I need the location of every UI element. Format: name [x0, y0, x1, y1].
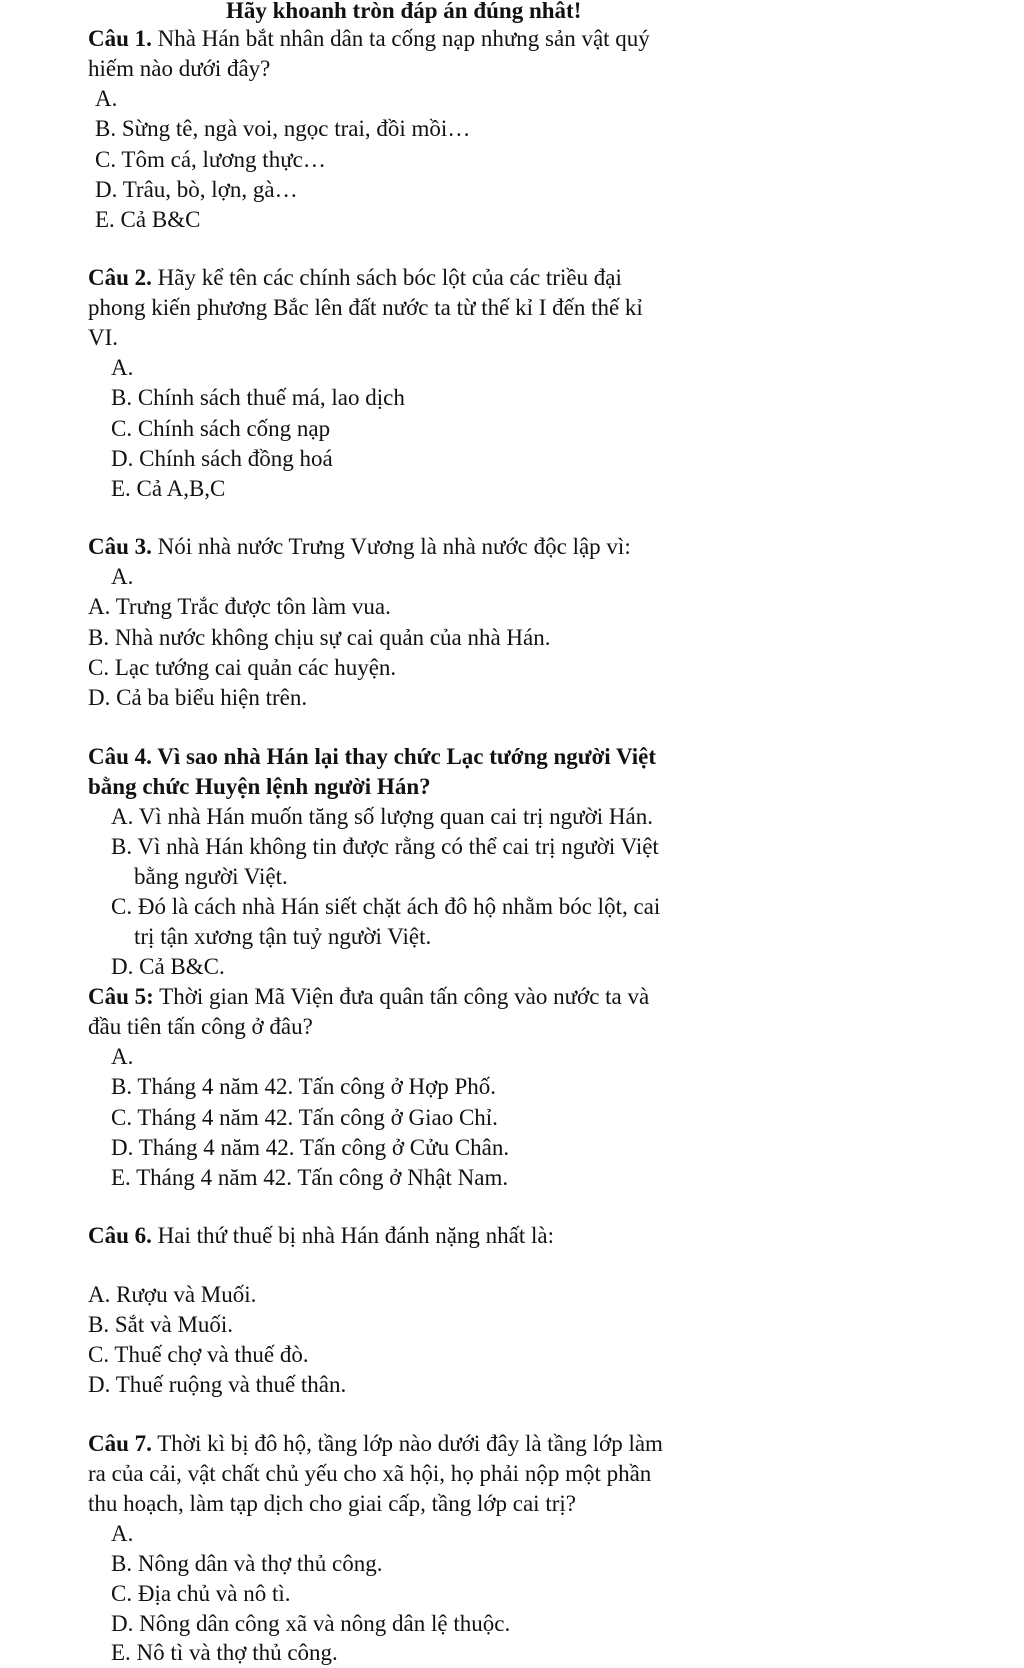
question-6-option-c[interactable]: C. Thuế chợ và thuế đò.	[88, 1342, 309, 1367]
question-3-option-c[interactable]: C. Lạc tướng cai quản các huyện.	[88, 655, 397, 680]
question-1-text: Nhà Hán bắt nhân dân ta cống nạp nhưng sản vật quý	[151, 26, 650, 51]
question-4-option-a[interactable]: A. Vì nhà Hán muốn tăng số lượng quan cai trị người Hán.	[111, 804, 653, 829]
question-6-text-line-1	[88, 1221, 554, 1251]
question-7-option-a[interactable]: A.	[111, 1521, 134, 1546]
question-5-option-d[interactable]: D. Tháng 4 năm 42. Tấn công ở Cửu Chân.	[111, 1135, 510, 1160]
question-7-option-d[interactable]: D. Nông dân công xã và nông dân lệ thuộc.	[111, 1611, 511, 1636]
page-title: Hãy khoanh tròn đáp án đúng nhât!	[226, 0, 582, 23]
question-7-label: Câu 7.	[88, 1431, 152, 1456]
question-1-text-line-2: hiếm nào dưới đây?	[88, 56, 271, 81]
question-3-option-a[interactable]: A. Trưng Trắc được tôn làm vua.	[88, 594, 391, 619]
question-6-label: Câu 6.	[88, 1223, 152, 1248]
question-3-option-b[interactable]: B. Nhà nước không chịu sự cai quản của nhà Hán.	[88, 625, 551, 650]
question-7-option-c[interactable]: C. Địa chủ và nô tì.	[111, 1581, 291, 1606]
question-1-option-e[interactable]: E. Cả B&C	[95, 207, 201, 232]
question-1-option-d[interactable]: D. Trâu, bò, lợn, gà…	[95, 177, 298, 202]
question-3-text: Nói nhà nước Trưng Vương là nhà nước độc lập vì:	[151, 534, 631, 559]
question-2-option-b[interactable]: B. Chính sách thuế má, lao dịch	[111, 385, 405, 410]
question-2-option-e[interactable]: E. Cả A,B,C	[111, 476, 226, 501]
question-5-option-c[interactable]: C. Tháng 4 năm 42. Tấn công ở Giao Chỉ.	[111, 1105, 498, 1130]
question-7-text-line-1	[88, 1429, 663, 1459]
question-2-text-line-3: VI.	[88, 325, 119, 350]
question-5-option-e[interactable]: E. Tháng 4 năm 42. Tấn công ở Nhật Nam.	[111, 1165, 509, 1190]
question-6-text: Hai thứ thuế bị nhà Hán đánh nặng nhất là:	[151, 1223, 554, 1248]
question-4-text-line-2: bằng chức Huyện lệnh người Hán?	[88, 774, 431, 799]
question-7-text-line-2: ra của cải, vật chất chủ yếu cho xã hội, họ phải nộp một phần	[88, 1461, 652, 1486]
question-5-option-b[interactable]: B. Tháng 4 năm 42. Tấn công ở Hợp Phố.	[111, 1074, 497, 1099]
question-1-option-b[interactable]: B. Sừng tê, ngà voi, ngọc trai, đồi mồi…	[95, 116, 471, 141]
question-2-text-line-2: phong kiến phương Bắc lên đất nước ta từ thế kỉ I đến thế kỉ	[88, 295, 643, 320]
question-3-text-line-1	[88, 532, 631, 562]
question-2-option-a[interactable]: A.	[111, 355, 134, 380]
question-2-label: Câu 2.	[88, 265, 152, 290]
question-2-option-c[interactable]: C. Chính sách cống nạp	[111, 416, 331, 441]
question-7-option-e[interactable]: E. Nô tì và thợ thủ công.	[111, 1640, 338, 1665]
question-6-option-b[interactable]: B. Sắt và Muối.	[88, 1312, 234, 1337]
question-1-option-c[interactable]: C. Tôm cá, lương thực…	[95, 147, 326, 172]
question-1-option-a[interactable]: A.	[95, 86, 118, 111]
question-4-option-c-cont: trị tận xương tận tuỷ người Việt.	[134, 924, 432, 949]
question-2-text-line-1	[88, 263, 622, 293]
question-2-option-d[interactable]: D. Chính sách đồng hoá	[111, 446, 333, 471]
question-5-text-line-1	[88, 982, 649, 1012]
question-6-option-a[interactable]: A. Rượu và Muối.	[88, 1282, 257, 1307]
question-4-option-d[interactable]: D. Cả B&C.	[111, 954, 225, 979]
question-7-text: Thời kì bị đô hộ, tầng lớp nào dưới đây là tầng lớp làm	[151, 1431, 663, 1456]
question-1-label: Câu 1.	[88, 26, 152, 51]
question-2-text: Hãy kể tên các chính sách bóc lột của các triều đại	[151, 265, 622, 290]
question-7-option-b[interactable]: B. Nông dân và thợ thủ công.	[111, 1551, 383, 1576]
question-4-text-line-1: Câu 4. Vì sao nhà Hán lại thay chức Lạc tướng người Việt	[88, 744, 657, 769]
question-5-label: Câu 5:	[88, 984, 154, 1009]
question-7-text-line-3: thu hoạch, làm tạp dịch cho giai cấp, tầng lớp cai trị?	[88, 1491, 576, 1516]
question-5-text: Thời gian Mã Viện đưa quân tấn công vào nước ta và	[153, 984, 650, 1009]
question-6-option-d[interactable]: D. Thuế ruộng và thuế thân.	[88, 1372, 347, 1397]
question-4-option-b[interactable]: B. Vì nhà Hán không tin được rằng có thể cai trị người Việt	[111, 834, 659, 859]
question-1-text-line-1	[88, 24, 650, 54]
question-5-text-line-2: đầu tiên tấn công ở đâu?	[88, 1014, 313, 1039]
question-3-label: Câu 3.	[88, 534, 152, 559]
question-3-option-blank[interactable]: A.	[111, 564, 134, 589]
question-5-option-a[interactable]: A.	[111, 1044, 134, 1069]
question-3-option-d[interactable]: D. Cả ba biểu hiện trên.	[88, 685, 308, 710]
question-4-option-c[interactable]: C. Đó là cách nhà Hán siết chặt ách đô hộ nhằm bóc lột, cai	[111, 894, 661, 919]
question-4-option-b-cont: bằng người Việt.	[134, 864, 288, 889]
